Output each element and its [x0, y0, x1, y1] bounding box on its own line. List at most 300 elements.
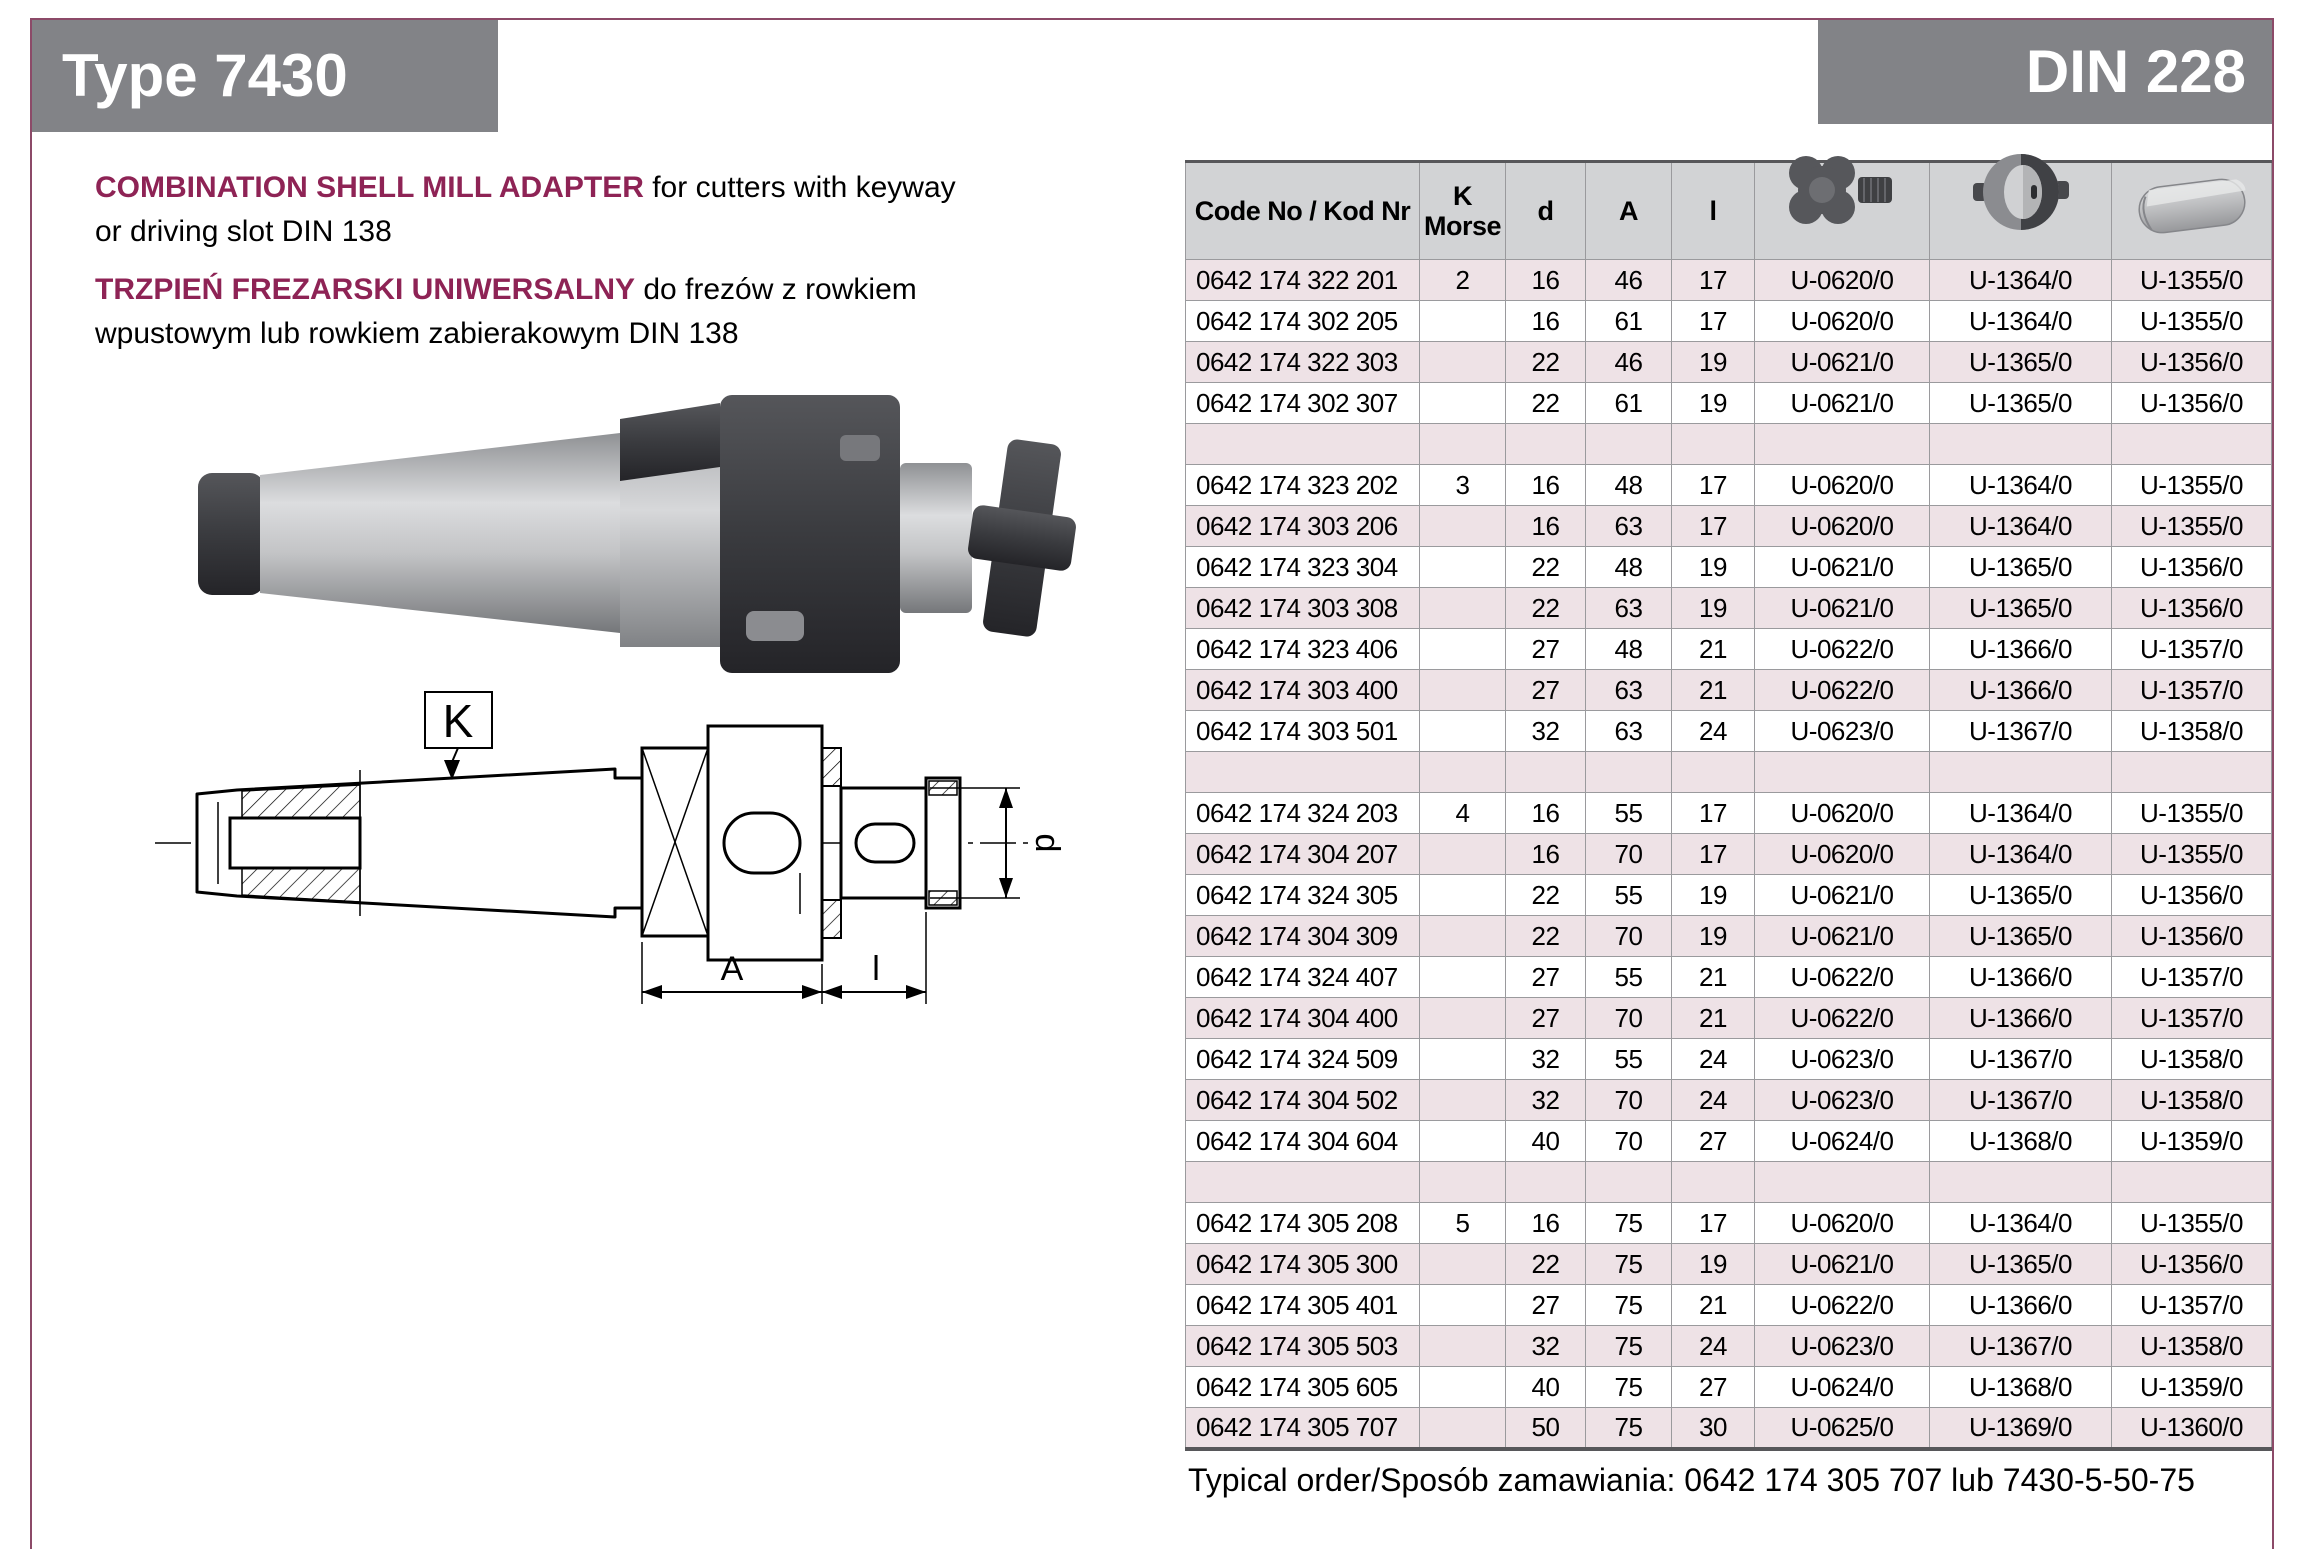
table-cell: U-0620/0 — [1755, 301, 1930, 342]
header-k: K — [1453, 181, 1472, 211]
table-cell: 16 — [1506, 793, 1586, 834]
table-cell — [1420, 506, 1506, 547]
header-clamping-screw — [1755, 162, 1930, 260]
table-cell: U-0624/0 — [1755, 1367, 1930, 1408]
table-cell: U-1367/0 — [1930, 711, 2112, 752]
table-cell: U-0621/0 — [1755, 342, 1930, 383]
table-cell: 27 — [1506, 957, 1586, 998]
drawing-end-flange — [926, 778, 960, 908]
table-row — [1186, 1203, 2272, 1244]
table-row — [1186, 506, 2272, 547]
drawing-dim-a: A — [720, 950, 744, 988]
table-cell: U-1364/0 — [1930, 260, 2112, 301]
table-cell — [1930, 1162, 2112, 1203]
table-cell — [1420, 547, 1506, 588]
description-pl-line2: wpustowym lub rowkiem zabierakowym DIN 138 — [95, 317, 739, 350]
table-cell: 17 — [1672, 465, 1755, 506]
table-cell: U-1366/0 — [1930, 670, 2112, 711]
table-cell — [1586, 1162, 1672, 1203]
technical-drawing — [130, 690, 1130, 1060]
table-cell: 0642 174 304 502 — [1186, 1080, 1420, 1121]
table-row — [1186, 834, 2272, 875]
description-en — [95, 166, 1055, 254]
table-cell: U-0621/0 — [1755, 547, 1930, 588]
table-cell: U-1365/0 — [1930, 1244, 2112, 1285]
table-cell: 17 — [1672, 260, 1755, 301]
table-cell: U-1364/0 — [1930, 301, 2112, 342]
table-cell: U-0622/0 — [1755, 1285, 1930, 1326]
table-cell: U-0621/0 — [1755, 916, 1930, 957]
table-cell — [1420, 1162, 1506, 1203]
table-cell: U-0621/0 — [1755, 1244, 1930, 1285]
table-cell: 0642 174 324 407 — [1186, 957, 1420, 998]
table-cell — [1420, 670, 1506, 711]
table-cell: U-1357/0 — [2112, 957, 2272, 998]
table-cell: U-1365/0 — [1930, 916, 2112, 957]
table-cell — [1420, 301, 1506, 342]
table-cell: U-1355/0 — [2112, 465, 2272, 506]
table-cell: 19 — [1672, 588, 1755, 629]
table-cell: U-0623/0 — [1755, 711, 1930, 752]
table-cell: 27 — [1672, 1121, 1755, 1162]
table-cell — [1672, 424, 1755, 465]
table-cell: U-0621/0 — [1755, 875, 1930, 916]
table-cell: U-1356/0 — [2112, 342, 2272, 383]
table-cell: 0642 174 322 201 — [1186, 260, 1420, 301]
photo-locknut-slot — [746, 611, 804, 641]
table-cell: U-1366/0 — [1930, 957, 2112, 998]
table-cell: U-0622/0 — [1755, 629, 1930, 670]
table-row — [1186, 1121, 2272, 1162]
table-cell: 0642 174 302 307 — [1186, 383, 1420, 424]
drawing-ring-hatch-bottom — [822, 900, 841, 938]
header-l: l — [1672, 162, 1755, 260]
table-cell: U-1364/0 — [1930, 506, 2112, 547]
spec-table — [1185, 160, 2272, 1451]
table-cell — [1420, 1121, 1506, 1162]
table-cell — [1755, 424, 1930, 465]
table-cell: U-0623/0 — [1755, 1039, 1930, 1080]
table-cell: 17 — [1672, 506, 1755, 547]
table-cell: 48 — [1586, 465, 1672, 506]
drawing-ring-hatch-top — [822, 748, 841, 786]
table-cell: U-1356/0 — [2112, 1244, 2272, 1285]
table-cell: U-1359/0 — [2112, 1121, 2272, 1162]
table-cell: 0642 174 324 305 — [1186, 875, 1420, 916]
table-cell: U-1359/0 — [2112, 1367, 2272, 1408]
table-cell: U-1364/0 — [1930, 834, 2112, 875]
table-cell: 30 — [1672, 1408, 1755, 1449]
table-cell: 16 — [1506, 260, 1586, 301]
table-cell: 61 — [1586, 301, 1672, 342]
table-cell: U-0622/0 — [1755, 957, 1930, 998]
table-cell: 16 — [1506, 834, 1586, 875]
table-cell: 0642 174 305 605 — [1186, 1367, 1420, 1408]
table-cell: U-1356/0 — [2112, 875, 2272, 916]
table-cell — [1420, 1039, 1506, 1080]
table-cell: U-1355/0 — [2112, 834, 2272, 875]
table-cell: 70 — [1586, 834, 1672, 875]
table-row — [1186, 260, 2272, 301]
table-cell: U-1355/0 — [2112, 260, 2272, 301]
table-cell — [1420, 383, 1506, 424]
table-cell: 17 — [1672, 793, 1755, 834]
description-en-title: COMBINATION SHELL MILL ADAPTER — [95, 171, 644, 204]
table-cell — [1420, 629, 1506, 670]
header-a: A — [1586, 162, 1672, 260]
table-cell: 70 — [1586, 1080, 1672, 1121]
table-cell — [1420, 1408, 1506, 1449]
drawing-pilot-slot — [856, 824, 914, 862]
table-cell: U-1356/0 — [2112, 383, 2272, 424]
table-row — [1186, 957, 2272, 998]
table-row — [1186, 588, 2272, 629]
table-body — [1186, 260, 2272, 1449]
table-row — [1186, 1367, 2272, 1408]
table-cell: 0642 174 305 503 — [1186, 1326, 1420, 1367]
table-cell: U-1369/0 — [1930, 1408, 2112, 1449]
header-morse: Morse — [1423, 211, 1502, 241]
table-cell: 0642 174 323 406 — [1186, 629, 1420, 670]
photo-taper-shank — [260, 433, 620, 633]
table-cell: 0642 174 324 509 — [1186, 1039, 1420, 1080]
table-cell: 19 — [1672, 916, 1755, 957]
table-cell: U-1358/0 — [2112, 1326, 2272, 1367]
table-cell: U-0620/0 — [1755, 260, 1930, 301]
table-row — [1186, 711, 2272, 752]
table-header-row — [1186, 162, 2272, 260]
type-title: Type 7430 — [62, 42, 348, 109]
table-cell: 21 — [1672, 670, 1755, 711]
table-cell: U-0622/0 — [1755, 998, 1930, 1039]
table-cell: U-1365/0 — [1930, 547, 2112, 588]
table-cell: 16 — [1506, 301, 1586, 342]
table-cell: 22 — [1506, 547, 1586, 588]
table-cell: 27 — [1506, 670, 1586, 711]
table-cell: 48 — [1586, 547, 1672, 588]
table-cell: 0642 174 303 400 — [1186, 670, 1420, 711]
table-cell: 55 — [1586, 957, 1672, 998]
table-cell: 19 — [1672, 1244, 1755, 1285]
clamping-screw-image — [1782, 145, 1902, 237]
table-cell: 32 — [1506, 1039, 1586, 1080]
header-ring-nut — [1930, 162, 2112, 260]
table-cell: 0642 174 305 208 — [1186, 1203, 1420, 1244]
table-row — [1186, 1285, 2272, 1326]
table-cell: 0642 174 304 604 — [1186, 1121, 1420, 1162]
table-cell: 48 — [1586, 629, 1672, 670]
table-cell: 63 — [1586, 506, 1672, 547]
table-cell — [1420, 834, 1506, 875]
table-cell: U-0621/0 — [1755, 383, 1930, 424]
table-cell: U-0620/0 — [1755, 506, 1930, 547]
table-row — [1186, 383, 2272, 424]
table-cell: 22 — [1506, 588, 1586, 629]
table-cell: U-1355/0 — [2112, 506, 2272, 547]
table-cell: 63 — [1586, 588, 1672, 629]
table-cell — [1186, 424, 1420, 465]
photo-locknut-slot2 — [840, 435, 880, 461]
table-row — [1186, 998, 2272, 1039]
table-cell: 22 — [1506, 342, 1586, 383]
table-cell: U-0620/0 — [1755, 465, 1930, 506]
table-cell: 27 — [1506, 629, 1586, 670]
table-row — [1186, 1039, 2272, 1080]
table-cell: 75 — [1586, 1326, 1672, 1367]
table-cell: 55 — [1586, 875, 1672, 916]
table-cell: U-1355/0 — [2112, 301, 2272, 342]
table-row — [1186, 1080, 2272, 1121]
table-cell: U-1356/0 — [2112, 547, 2272, 588]
table-cell: U-1355/0 — [2112, 793, 2272, 834]
table-cell — [2112, 1162, 2272, 1203]
table-cell: 22 — [1506, 916, 1586, 957]
table-cell: 70 — [1586, 1121, 1672, 1162]
table-cell: 46 — [1586, 342, 1672, 383]
table-cell: U-1357/0 — [2112, 670, 2272, 711]
table-cell — [1420, 342, 1506, 383]
description-pl — [95, 268, 1055, 356]
table-cell: U-1358/0 — [2112, 711, 2272, 752]
table-cell: 61 — [1586, 383, 1672, 424]
table-row — [1186, 342, 2272, 383]
table-cell: 32 — [1506, 1326, 1586, 1367]
product-description — [95, 166, 1055, 356]
table-cell: U-1367/0 — [1930, 1326, 2112, 1367]
table-cell: 0642 174 303 501 — [1186, 711, 1420, 752]
table-cell — [1420, 957, 1506, 998]
table-row — [1186, 875, 2272, 916]
table-cell — [1755, 752, 1930, 793]
table-cell: 50 — [1506, 1408, 1586, 1449]
drawing-dim-d: d — [1028, 833, 1066, 853]
table-cell: U-1366/0 — [1930, 998, 2112, 1039]
table-cell: 17 — [1672, 1203, 1755, 1244]
table-cell: 24 — [1672, 711, 1755, 752]
table-cell: 0642 174 304 400 — [1186, 998, 1420, 1039]
table-cell: U-1355/0 — [2112, 1203, 2272, 1244]
table-cell: 21 — [1672, 957, 1755, 998]
table-cell: 5 — [1420, 1203, 1506, 1244]
table-cell: 19 — [1672, 875, 1755, 916]
table-cell — [1420, 1244, 1506, 1285]
table-cell: 22 — [1506, 1244, 1586, 1285]
table-cell: 21 — [1672, 629, 1755, 670]
table-cell — [1672, 752, 1755, 793]
table-cell: U-1367/0 — [1930, 1039, 2112, 1080]
parallel-key-image — [2127, 169, 2257, 243]
table-cell: U-1357/0 — [2112, 998, 2272, 1039]
table-cell: 27 — [1506, 1285, 1586, 1326]
table-cell: U-1365/0 — [1930, 383, 2112, 424]
table-cell: U-0622/0 — [1755, 670, 1930, 711]
spec-table-container — [1185, 160, 2271, 1451]
table-cell: U-1358/0 — [2112, 1039, 2272, 1080]
table-cell — [1755, 1162, 1930, 1203]
table-cell — [1586, 752, 1672, 793]
description-en-line2: or driving slot DIN 138 — [95, 215, 392, 248]
table-cell: 75 — [1586, 1408, 1672, 1449]
table-cell: 2 — [1420, 260, 1506, 301]
table-row — [1186, 465, 2272, 506]
table-cell: U-1366/0 — [1930, 1285, 2112, 1326]
table-cell: 27 — [1506, 998, 1586, 1039]
table-cell: 16 — [1506, 506, 1586, 547]
table-cell: U-1356/0 — [2112, 588, 2272, 629]
table-cell: 24 — [1672, 1080, 1755, 1121]
description-pl-rest: do frezów z rowkiem — [635, 273, 917, 306]
table-cell: 24 — [1672, 1326, 1755, 1367]
din-title-box — [1818, 20, 2272, 124]
table-cell: 70 — [1586, 998, 1672, 1039]
table-row — [1186, 547, 2272, 588]
drawing-k-label: K — [442, 695, 474, 747]
table-cell: 40 — [1506, 1121, 1586, 1162]
table-cell — [1506, 424, 1586, 465]
table-cell: U-0623/0 — [1755, 1326, 1930, 1367]
table-cell: 27 — [1672, 1367, 1755, 1408]
table-cell: U-1358/0 — [2112, 1080, 2272, 1121]
table-cell — [1420, 1285, 1506, 1326]
table-cell — [1420, 752, 1506, 793]
table-cell: 22 — [1506, 875, 1586, 916]
table-cell: 0642 174 323 304 — [1186, 547, 1420, 588]
table-cell: U-0623/0 — [1755, 1080, 1930, 1121]
header-key — [2112, 162, 2272, 260]
table-cell: U-1368/0 — [1930, 1121, 2112, 1162]
description-pl-title: TRZPIEŃ FREZARSKI UNIWERSALNY — [95, 273, 635, 306]
page-border-right — [2272, 18, 2274, 1549]
table-cell: 75 — [1586, 1285, 1672, 1326]
table-cell: U-1364/0 — [1930, 465, 2112, 506]
table-cell: 4 — [1420, 793, 1506, 834]
table-cell: 63 — [1586, 711, 1672, 752]
table-cell: U-1365/0 — [1930, 342, 2112, 383]
table-cell: U-1364/0 — [1930, 1203, 2112, 1244]
table-cell: 0642 174 304 309 — [1186, 916, 1420, 957]
ring-nut-image — [1971, 147, 2071, 237]
table-cell: U-0621/0 — [1755, 588, 1930, 629]
table-cell — [1420, 916, 1506, 957]
table-cell: 0642 174 305 401 — [1186, 1285, 1420, 1326]
table-cell: 40 — [1506, 1367, 1586, 1408]
table-cell: 63 — [1586, 670, 1672, 711]
table-cell — [1420, 998, 1506, 1039]
adapter-photo — [150, 375, 1150, 720]
table-cell: 32 — [1506, 1080, 1586, 1121]
table-cell: 46 — [1586, 260, 1672, 301]
table-cell — [1506, 752, 1586, 793]
table-cell: 0642 174 322 303 — [1186, 342, 1420, 383]
table-cell: U-0625/0 — [1755, 1408, 1930, 1449]
table-row — [1186, 793, 2272, 834]
table-cell: 19 — [1672, 383, 1755, 424]
table-cell — [1186, 1162, 1420, 1203]
table-cell: 21 — [1672, 998, 1755, 1039]
table-cell — [1420, 875, 1506, 916]
page-border-left — [30, 18, 32, 1549]
table-cell: 16 — [1506, 1203, 1586, 1244]
table-cell — [1586, 424, 1672, 465]
table-cell: 3 — [1420, 465, 1506, 506]
din-title: DIN 228 — [2025, 38, 2246, 105]
table-cell: 75 — [1586, 1367, 1672, 1408]
table-cell: U-1366/0 — [1930, 629, 2112, 670]
table-cell: U-0624/0 — [1755, 1121, 1930, 1162]
table-cell — [1420, 1367, 1506, 1408]
table-cell: 0642 174 303 308 — [1186, 588, 1420, 629]
drawing-dim-l: l — [872, 950, 880, 988]
table-spacer-row — [1186, 424, 2272, 465]
table-cell: 70 — [1586, 916, 1672, 957]
table-cell: 21 — [1672, 1285, 1755, 1326]
table-row — [1186, 916, 2272, 957]
table-row — [1186, 1408, 2272, 1449]
table-cell: 19 — [1672, 342, 1755, 383]
table-cell: U-0620/0 — [1755, 793, 1930, 834]
table-cell — [2112, 424, 2272, 465]
table-cell: 0642 174 304 207 — [1186, 834, 1420, 875]
table-cell: 0642 174 305 707 — [1186, 1408, 1420, 1449]
description-en-rest: for cutters with keyway — [643, 171, 956, 204]
table-row — [1186, 301, 2272, 342]
table-cell: U-1367/0 — [1930, 1080, 2112, 1121]
table-cell: 17 — [1672, 301, 1755, 342]
table-cell: 0642 174 324 203 — [1186, 793, 1420, 834]
table-cell: 75 — [1586, 1244, 1672, 1285]
table-row — [1186, 1326, 2272, 1367]
photo-pilot-hub — [900, 463, 972, 613]
table-cell: 0642 174 323 202 — [1186, 465, 1420, 506]
table-cell: U-1368/0 — [1930, 1367, 2112, 1408]
table-cell: 0642 174 302 205 — [1186, 301, 1420, 342]
table-cell: 55 — [1586, 793, 1672, 834]
table-cell — [1420, 588, 1506, 629]
table-cell: 19 — [1672, 547, 1755, 588]
table-cell: 0642 174 305 300 — [1186, 1244, 1420, 1285]
table-cell — [1420, 1080, 1506, 1121]
table-cell — [1420, 1326, 1506, 1367]
type-title-box — [32, 20, 498, 132]
table-cell — [1186, 752, 1420, 793]
table-cell — [1420, 711, 1506, 752]
table-spacer-row — [1186, 752, 2272, 793]
table-cell: 24 — [1672, 1039, 1755, 1080]
drawing-tang-slot — [230, 818, 360, 868]
table-cell — [1930, 424, 2112, 465]
table-cell: 16 — [1506, 465, 1586, 506]
table-cell — [1420, 424, 1506, 465]
table-cell: U-1365/0 — [1930, 875, 2112, 916]
table-cell: U-0620/0 — [1755, 1203, 1930, 1244]
table-cell: U-1357/0 — [2112, 1285, 2272, 1326]
table-cell: U-1365/0 — [1930, 588, 2112, 629]
table-cell: U-1364/0 — [1930, 793, 2112, 834]
table-row — [1186, 670, 2272, 711]
table-cell: 32 — [1506, 711, 1586, 752]
table-cell: 0642 174 303 206 — [1186, 506, 1420, 547]
table-cell — [2112, 752, 2272, 793]
drawing-hatch-top — [242, 785, 360, 818]
header-d: d — [1506, 162, 1586, 260]
table-cell: 55 — [1586, 1039, 1672, 1080]
photo-taper-tip — [198, 473, 264, 595]
table-cell: U-0620/0 — [1755, 834, 1930, 875]
table-cell — [1930, 752, 2112, 793]
typical-order-note: Typical order/Sposób zamawiania: 0642 174 305 707 lub 7430-5-50-75 — [1188, 1462, 2195, 1498]
table-row — [1186, 1244, 2272, 1285]
table-cell: 75 — [1586, 1203, 1672, 1244]
